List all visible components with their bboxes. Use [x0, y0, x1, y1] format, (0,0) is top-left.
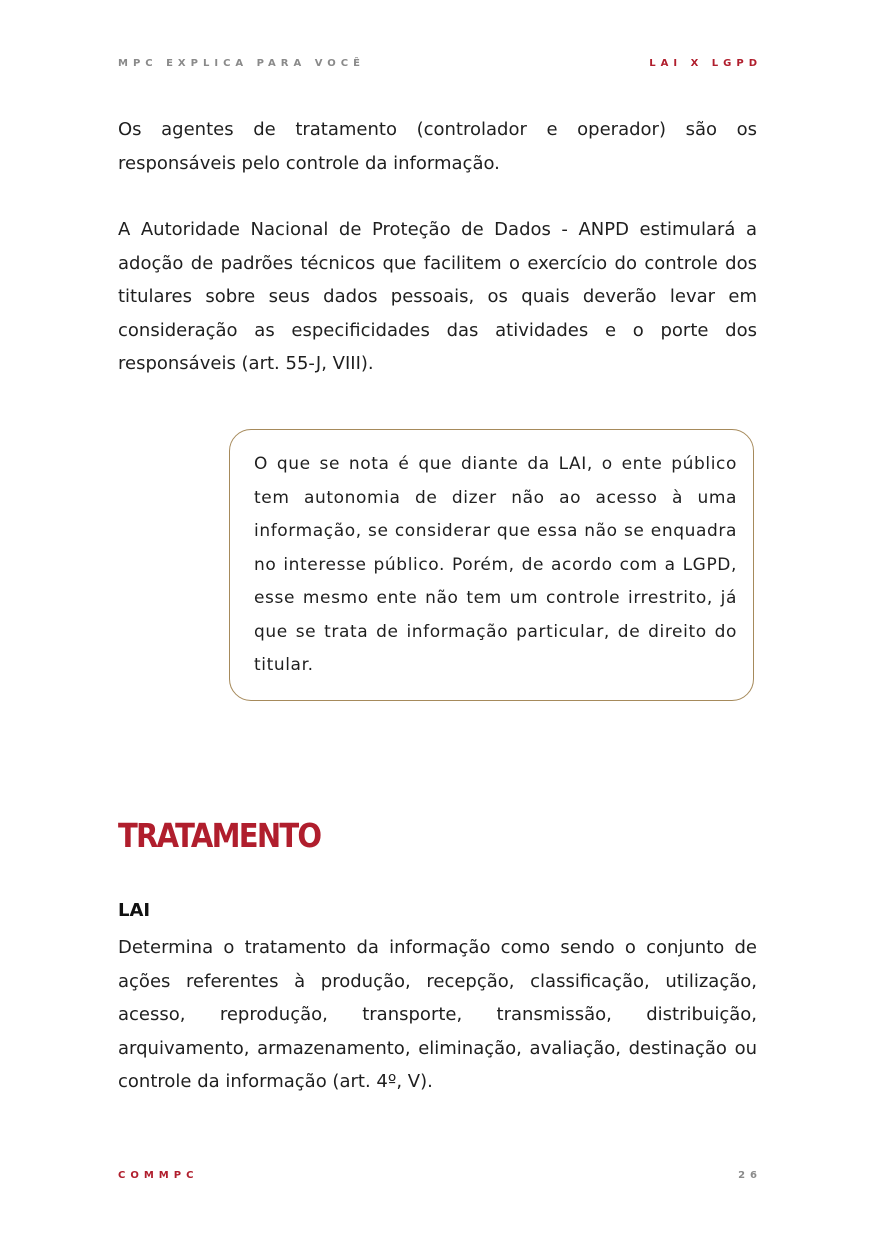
section-title: TRATAMENTO [118, 816, 321, 855]
footer-organization: COMMPC [118, 1170, 199, 1181]
header-document-title: LAI X LGPD [649, 58, 762, 69]
header-series-title: MPC EXPLICA PARA VOCÊ [118, 58, 365, 69]
paragraph-anpd: A Autoridade Nacional de Proteção de Dados - ANPD estimulará a adoção de padrões técnicos que facilitem o exercício do controle dos titulares sobre seus dados pessoais, os quais deverão levar em consideração as especificidades das atividades e o porte dos responsáveis (art. 55-J, VIII). [118, 219, 757, 374]
paragraph-agents: Os agentes de tratamento (controlador e operador) são os responsáveis pelo controle da informação. [118, 119, 757, 174]
callout-text: O que se nota é que diante da LAI, o ente público tem autonomia de dizer não ao acesso à uma informação, se considerar que essa não se enquadra no interesse público. Porém, de acordo com a LGPD, esse mesmo ente não tem um controle irrestrito, já que se trata de informação particular, de direito do titular. [254, 454, 737, 675]
page-number: 26 [738, 1170, 762, 1181]
subheading-lai: LAI [118, 900, 151, 921]
callout-box [229, 429, 754, 701]
paragraph-lai-treatment: Determina o tratamento da informação como sendo o conjunto de ações referentes à produção, recepção, classificação, utilização, acesso, reprodução, transporte, transmissão, distribuição, arquivamento, armazenamento, eliminação, avaliação, destinação ou controle da informação (art. 4º, V). [118, 937, 757, 1092]
